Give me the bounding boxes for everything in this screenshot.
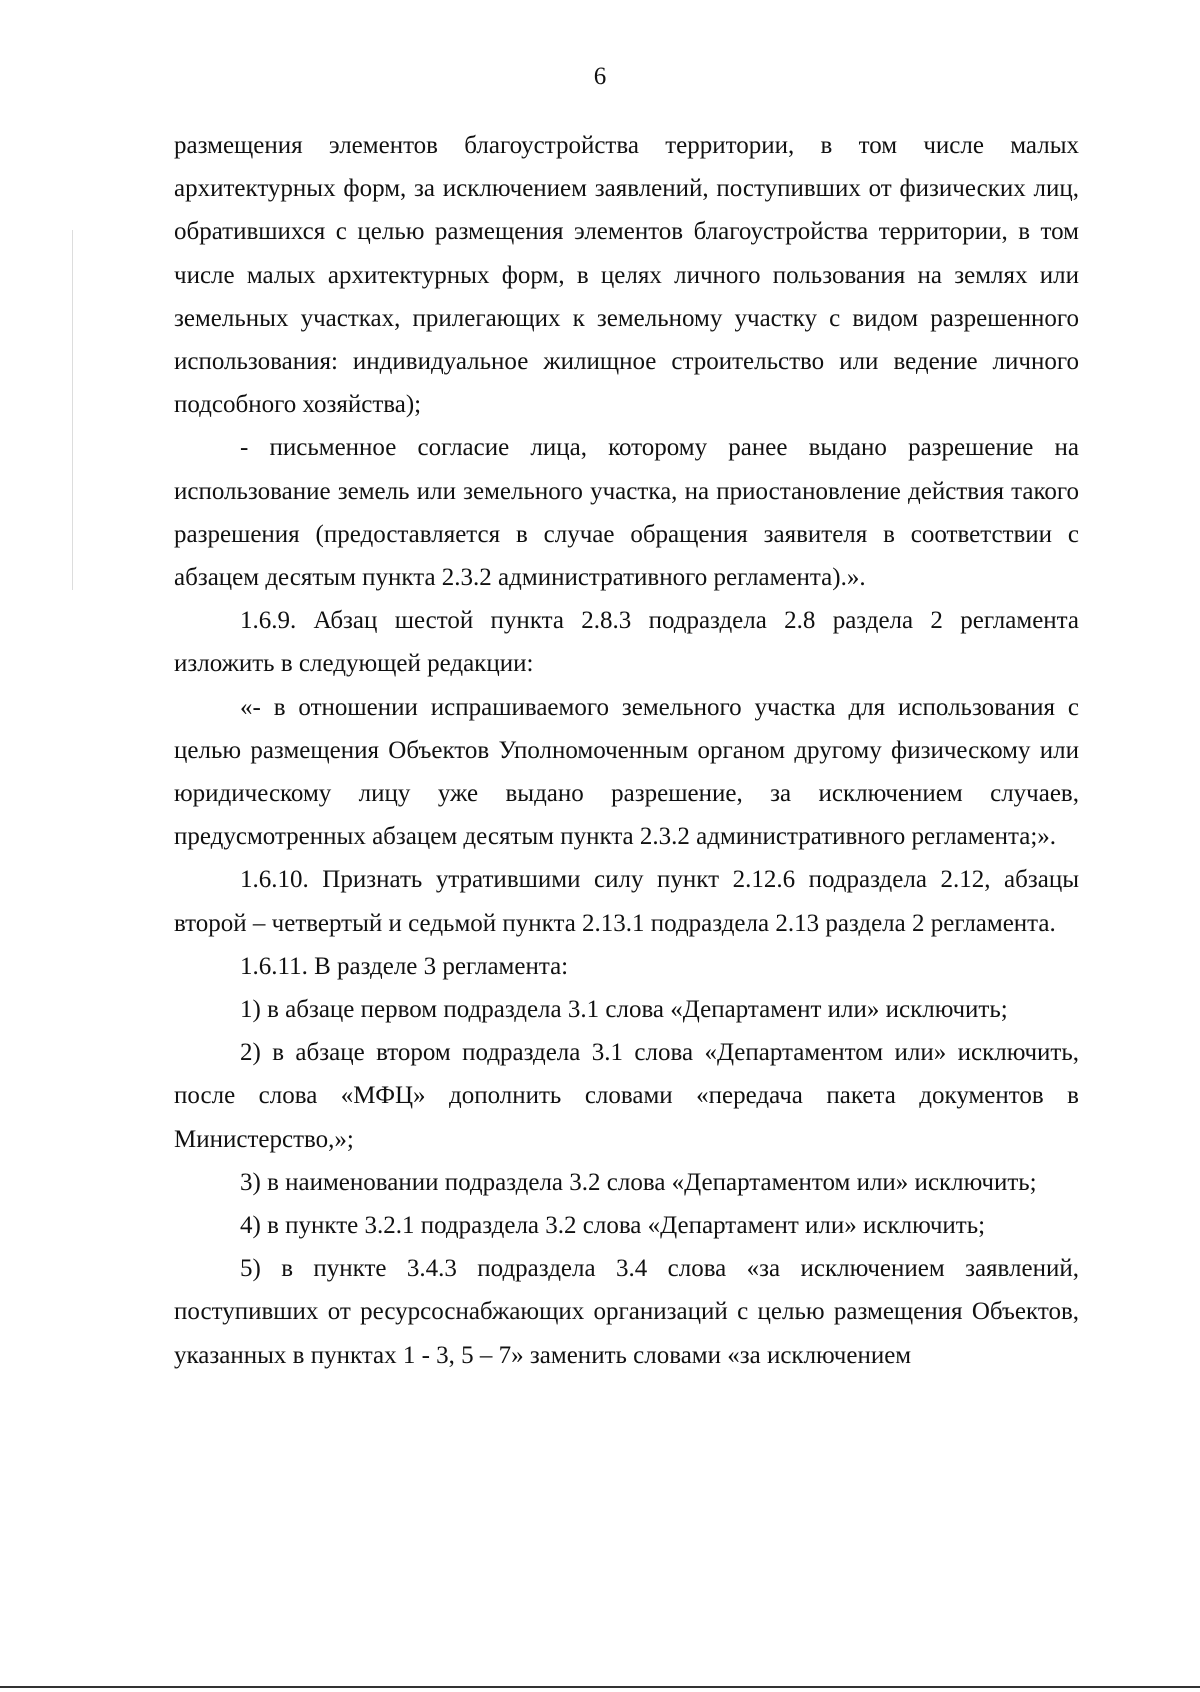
bottom-rule: [0, 1686, 1200, 1688]
list-item-5: 5) в пункте 3.4.3 подраздела 3.4 слова «за исключением заявлений, поступивших от ресурсоснабжающих организаций с целью размещения Объектов, указанных в пунктах 1 - 3, 5 – 7» заменить словами «за исключением: [174, 1255, 1079, 1369]
list-item-3: 3) в наименовании подраздела 3.2 слова «Департаментом или» исключить;: [240, 1168, 1037, 1196]
paragraph-1-6-9: 1.6.9. Абзац шестой пункта 2.8.3 подраздела 2.8 раздела 2 регламента изложить в следующей редакции:: [174, 607, 1079, 678]
document-body: [174, 124, 1079, 1377]
paragraph-continuation: размещения элементов благоустройства территории, в том числе малых архитектурных форм, за исключением заявлений, поступивших от физических лиц, обратившихся с целью размещения элементов благоустройства территории, в том числе малых архитектурных форм, в целях личного пользования на землях или земельных участках, прилегающих к земельному участку с видом разрешенного использования: индивидуальное жилищное строительство или ведение личного подсобного хозяйства);: [174, 132, 1079, 419]
list-item-4: 4) в пункте 3.2.1 подраздела 3.2 слова «Департамент или» исключить;: [240, 1212, 986, 1240]
list-item-2: 2) в абзаце втором подраздела 3.1 слова «Департаментом или» исключить, после слова «МФЦ» дополнить словами «передача пакета документов в Министерство,»;: [174, 1039, 1079, 1153]
paragraph-1-6-11: 1.6.11. В разделе 3 регламента:: [240, 952, 569, 980]
list-item-1: 1) в абзаце первом подраздела 3.1 слова «Департамент или» исключить;: [240, 996, 1008, 1024]
paragraph-consent: - письменное согласие лица, которому ранее выдано разрешение на использование земель или земельного участка, на приостановление действия такого разрешения (предоставляется в случае обращения заявителя в соответствии с абзацем десятым пункта 2.3.2 административного регламента).».: [174, 434, 1079, 592]
page-number: 6: [593, 63, 607, 90]
paragraph-1-6-10: 1.6.10. Признать утратившими силу пункт 2.12.6 подраздела 2.12, абзацы второй – четвертый и седьмой пункта 2.13.1 подраздела 2.13 раздела 2 регламента.: [174, 866, 1079, 937]
paragraph-quote: «- в отношении испрашиваемого земельного участка для использования с целью размещения Объектов Уполномоченным органом другому физическому или юридическому лицу уже выдано разрешение, за исключением случаев, предусмотренных абзацем десятым пункта 2.3.2 административного регламента;».: [174, 693, 1079, 851]
margin-mark: [72, 230, 73, 590]
